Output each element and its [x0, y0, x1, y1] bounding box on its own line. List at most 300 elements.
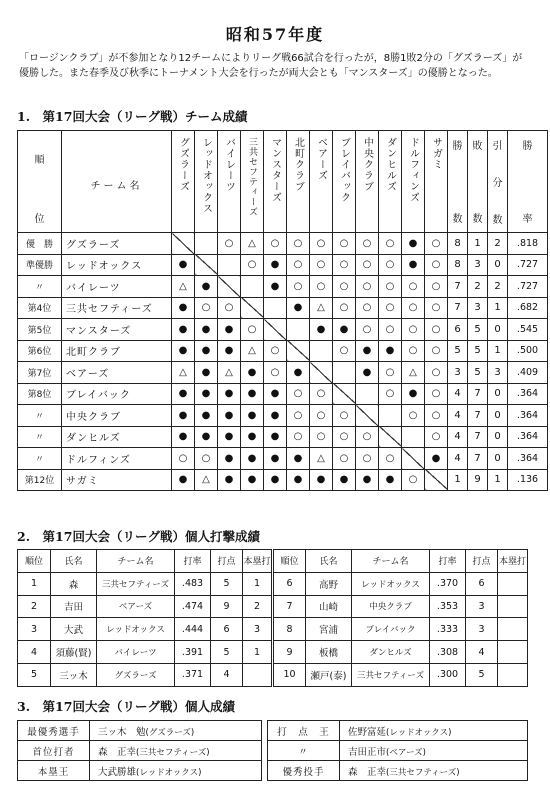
- result-cell: ○: [287, 405, 310, 427]
- header-col-11: [402, 131, 425, 233]
- result-cell: ○: [287, 383, 310, 405]
- batting-cell: 中央クラブ: [352, 595, 430, 618]
- self-match-cell: [356, 405, 379, 427]
- result-cell: ●: [195, 340, 218, 362]
- award-winner: [90, 721, 262, 741]
- batting-header-cell: 打率: [175, 550, 211, 573]
- batting-cell: [243, 663, 273, 686]
- team-name-cell: マンスターズ: [62, 319, 172, 341]
- result-cell: ●: [172, 405, 195, 427]
- rank-cell: 第5位: [18, 319, 62, 341]
- result-cell: ●: [264, 469, 287, 491]
- team-name-cell: グズラーズ: [62, 233, 172, 255]
- award-winner-team: (ベアーズ): [386, 747, 426, 758]
- award-winner-name: 佐野富延: [348, 726, 387, 738]
- result-cell: ●: [264, 448, 287, 470]
- result-cell: ●: [241, 448, 264, 470]
- wins-cell: 1: [448, 469, 468, 491]
- batting-cell: 4: [18, 641, 51, 664]
- result-cell: ●: [172, 469, 195, 491]
- batting-cell: .308: [430, 641, 466, 664]
- draws-cell: 0: [488, 448, 508, 470]
- result-cell: ○: [356, 276, 379, 298]
- batting-cell: ダンヒルズ: [352, 641, 430, 664]
- result-cell: ○: [356, 297, 379, 319]
- wins-cell: 4: [448, 448, 468, 470]
- result-cell: ○: [379, 276, 402, 298]
- result-cell: ●: [402, 254, 425, 276]
- win-pct-cell: .364: [508, 426, 548, 448]
- team-name-cell: 三共セフティーズ: [62, 297, 172, 319]
- intro-paragraph: 「ロージンクラブ」が不参加となり12チームによりリーグ戦66試合を行ったが，8勝1敗2分の「グズラーズ」が優勝した。また春季及び秋季にトーナメント大会を行ったが両大会とも「マンスターズ」の優勝となった。: [19, 53, 523, 79]
- page-title: 昭和57年度: [225, 25, 325, 44]
- batting-cell: 森: [51, 572, 97, 595]
- result-cell: [264, 297, 287, 319]
- header-rank-bottom: 位: [34, 214, 45, 225]
- result-cell: ●: [218, 319, 241, 341]
- batting-cell: 3: [466, 595, 498, 618]
- wins-cell: 7: [448, 276, 468, 298]
- award-winner-team: (三共セフティーズ): [136, 747, 210, 758]
- award-winner-name: 大武勝雄: [98, 766, 137, 778]
- col-team-label: レッドオックス: [200, 137, 212, 214]
- award-row: [18, 721, 528, 741]
- batting-row: [18, 663, 528, 686]
- result-cell: ●: [195, 383, 218, 405]
- standings-row: [18, 319, 548, 341]
- batting-cell: 3: [466, 618, 498, 641]
- draws-cell: 0: [488, 254, 508, 276]
- header-col-5: [264, 131, 287, 233]
- result-cell: ●: [264, 254, 287, 276]
- award-winner-name: 森 正幸: [348, 766, 387, 778]
- result-cell: ○: [264, 362, 287, 384]
- result-cell: ●: [310, 319, 333, 341]
- col-team-label: ドルフィンズ: [407, 137, 419, 203]
- header-col-1: [172, 131, 195, 233]
- batting-cell: 3: [18, 618, 51, 641]
- wins-cell: 8: [448, 233, 468, 255]
- award-title: 首位打者: [18, 741, 90, 761]
- col-team-label: 中央クラブ: [361, 137, 373, 192]
- result-cell: ○: [310, 254, 333, 276]
- col-team-label: 三共セフティーズ: [247, 137, 257, 217]
- batting-cell: グズラーズ: [97, 663, 175, 686]
- result-cell: △: [218, 362, 241, 384]
- losses-cell: 1: [468, 233, 488, 255]
- header-col-3: [218, 131, 241, 233]
- standings-row: [18, 254, 548, 276]
- losses-cell: 9: [468, 469, 488, 491]
- rank-cell: 第4位: [18, 297, 62, 319]
- header-win-pct-bottom: 率: [522, 214, 533, 225]
- result-cell: ●: [172, 340, 195, 362]
- batting-header-cell: 打点: [466, 550, 498, 573]
- result-cell: ○: [379, 254, 402, 276]
- standings-table: [17, 130, 548, 491]
- header-rank: [18, 131, 62, 233]
- wins-cell: 8: [448, 254, 468, 276]
- standings-row: [18, 340, 548, 362]
- result-cell: ●: [218, 383, 241, 405]
- batting-cell: 8: [273, 618, 306, 641]
- losses-cell: 7: [468, 426, 488, 448]
- team-name-cell: ドルフィンズ: [62, 448, 172, 470]
- team-name-cell: ベアーズ: [62, 362, 172, 384]
- section-heading-batting: 2. 第17回大会（リーグ戦）個人打撃成績: [17, 529, 260, 544]
- header-win-pct-top: 勝: [522, 141, 533, 152]
- batting-cell: 5: [466, 663, 498, 686]
- batting-row: [18, 618, 528, 641]
- result-cell: ●: [402, 233, 425, 255]
- rank-cell: 第8位: [18, 383, 62, 405]
- team-name-cell: ダンヒルズ: [62, 426, 172, 448]
- rank-cell: 〃: [18, 276, 62, 298]
- col-team-label: バイレーツ: [223, 137, 235, 192]
- result-cell: ○: [333, 340, 356, 362]
- result-cell: △: [241, 340, 264, 362]
- batting-cell: .483: [175, 572, 211, 595]
- result-cell: ●: [241, 362, 264, 384]
- standings-row: [18, 426, 548, 448]
- header-col-12: [425, 131, 448, 233]
- result-cell: ○: [402, 319, 425, 341]
- result-cell: ○: [333, 297, 356, 319]
- section-heading-team-results: 1. 第17回大会（リーグ戦）チーム成績: [17, 109, 248, 124]
- result-cell: ●: [218, 469, 241, 491]
- result-cell: ○: [356, 233, 379, 255]
- losses-cell: 2: [468, 276, 488, 298]
- self-match-cell: [287, 340, 310, 362]
- result-cell: [241, 276, 264, 298]
- batting-cell: 6: [466, 572, 498, 595]
- col-team-label: ブレイバック: [338, 137, 350, 203]
- draws-cell: 0: [488, 319, 508, 341]
- result-cell: ●: [241, 405, 264, 427]
- self-match-cell: [218, 276, 241, 298]
- batting-cell: 4: [466, 641, 498, 664]
- award-title: 打 点 王: [268, 721, 340, 741]
- award-winner-name: 三ッ木 勉: [98, 726, 146, 738]
- result-cell: ○: [356, 448, 379, 470]
- batting-cell: 瀬戸(泰): [306, 663, 352, 686]
- rank-cell: 第7位: [18, 362, 62, 384]
- batting-cell: .391: [175, 641, 211, 664]
- batting-cell: .333: [430, 618, 466, 641]
- batting-cell: .300: [430, 663, 466, 686]
- batting-header-cell: 氏名: [51, 550, 97, 573]
- win-pct-cell: .409: [508, 362, 548, 384]
- batting-cell: 6: [211, 618, 243, 641]
- self-match-cell: [379, 426, 402, 448]
- batting-cell: ブレイバック: [352, 618, 430, 641]
- result-cell: ○: [425, 383, 448, 405]
- result-cell: ○: [425, 254, 448, 276]
- batting-cell: 吉田: [51, 595, 97, 618]
- result-cell: ○: [264, 340, 287, 362]
- col-team-label: 北町クラブ: [292, 137, 304, 192]
- result-cell: ○: [333, 233, 356, 255]
- result-cell: [379, 405, 402, 427]
- batting-cell: 三ッ木: [51, 663, 97, 686]
- result-cell: ●: [172, 383, 195, 405]
- batting-cell: 板橋: [306, 641, 352, 664]
- batting-cell: .371: [175, 663, 211, 686]
- batting-cell: 6: [273, 572, 306, 595]
- result-cell: △: [241, 233, 264, 255]
- win-pct-cell: .364: [508, 405, 548, 427]
- result-cell: ○: [402, 405, 425, 427]
- award-winner-name: 吉田正市: [348, 746, 387, 758]
- result-cell: ●: [195, 276, 218, 298]
- result-cell: ○: [287, 426, 310, 448]
- result-cell: ○: [310, 426, 333, 448]
- batting-cell: 9: [211, 595, 243, 618]
- batting-header-cell: 順位: [18, 550, 51, 573]
- self-match-cell: [241, 297, 264, 319]
- losses-cell: 7: [468, 448, 488, 470]
- draws-cell: 0: [488, 426, 508, 448]
- result-cell: ●: [333, 469, 356, 491]
- batting-cell: 高野: [306, 572, 352, 595]
- win-pct-cell: .545: [508, 319, 548, 341]
- result-cell: ○: [425, 362, 448, 384]
- self-match-cell: [333, 383, 356, 405]
- header-draws-bottom: 数: [492, 215, 503, 226]
- result-cell: ●: [172, 426, 195, 448]
- draws-cell: 2: [488, 276, 508, 298]
- standings-row: [18, 233, 548, 255]
- batting-cell: [498, 641, 528, 664]
- result-cell: ●: [241, 469, 264, 491]
- batting-cell: 2: [18, 595, 51, 618]
- standings-row: [18, 469, 548, 491]
- self-match-cell: [402, 448, 425, 470]
- result-cell: ○: [425, 426, 448, 448]
- standings-row: [18, 383, 548, 405]
- win-pct-cell: .727: [508, 254, 548, 276]
- result-cell: ●: [287, 297, 310, 319]
- wins-cell: 3: [448, 362, 468, 384]
- batting-cell: 4: [211, 663, 243, 686]
- self-match-cell: [172, 233, 195, 255]
- losses-cell: 7: [468, 383, 488, 405]
- losses-cell: 5: [468, 319, 488, 341]
- batting-row: [18, 572, 528, 595]
- losses-cell: 5: [468, 340, 488, 362]
- award-winner-name: 森 正幸: [98, 746, 137, 758]
- batting-cell: 大武: [51, 618, 97, 641]
- standings-row: [18, 448, 548, 470]
- win-pct-cell: .364: [508, 448, 548, 470]
- header-col-7: [310, 131, 333, 233]
- wins-cell: 7: [448, 297, 468, 319]
- header-col-2: [195, 131, 218, 233]
- batting-cell: .370: [430, 572, 466, 595]
- result-cell: ○: [333, 448, 356, 470]
- result-cell: ●: [172, 254, 195, 276]
- batting-header-cell: 氏名: [306, 550, 352, 573]
- batting-cell: 5: [211, 572, 243, 595]
- result-cell: ○: [333, 426, 356, 448]
- award-title: 最優秀選手: [18, 721, 90, 741]
- result-cell: ○: [310, 276, 333, 298]
- losses-cell: 3: [468, 254, 488, 276]
- batting-cell: .474: [175, 595, 211, 618]
- result-cell: ○: [356, 254, 379, 276]
- wins-cell: 5: [448, 340, 468, 362]
- batting-cell: ベアーズ: [97, 595, 175, 618]
- result-cell: ●: [264, 405, 287, 427]
- result-cell: ●: [172, 319, 195, 341]
- batting-row: [18, 595, 528, 618]
- result-cell: ●: [425, 448, 448, 470]
- batting-header-cell: 打率: [430, 550, 466, 573]
- batting-cell: バイレーツ: [97, 641, 175, 664]
- result-cell: ○: [379, 362, 402, 384]
- header-col-10: [379, 131, 402, 233]
- result-cell: ●: [218, 340, 241, 362]
- result-cell: ○: [425, 297, 448, 319]
- result-cell: ○: [379, 448, 402, 470]
- award-winner-team: (グズラーズ): [145, 727, 195, 738]
- award-winner: [90, 741, 262, 761]
- result-cell: ●: [218, 426, 241, 448]
- col-team-label: ベアーズ: [315, 137, 327, 181]
- award-winner: [340, 741, 528, 761]
- losses-cell: 3: [468, 297, 488, 319]
- win-pct-cell: .818: [508, 233, 548, 255]
- batting-cell: 須藤(賢): [51, 641, 97, 664]
- col-team-label: サガミ: [430, 137, 442, 170]
- header-wins-bottom: 数: [452, 214, 463, 225]
- batting-cell: 宮浦: [306, 618, 352, 641]
- header-losses-bottom: 数: [472, 214, 483, 225]
- result-cell: ○: [172, 448, 195, 470]
- wins-cell: 4: [448, 383, 468, 405]
- rank-cell: 〃: [18, 448, 62, 470]
- team-name-cell: バイレーツ: [62, 276, 172, 298]
- batting-cell: [498, 572, 528, 595]
- rank-cell: 〃: [18, 405, 62, 427]
- header-draws-top: 引: [492, 141, 503, 152]
- standings-body: [18, 233, 548, 491]
- self-match-cell: [425, 469, 448, 491]
- header-draws-mid: 分: [492, 178, 503, 189]
- batting-header-cell: チーム名: [352, 550, 430, 573]
- batting-header-cell: 本塁打: [243, 550, 273, 573]
- rank-cell: 優 勝: [18, 233, 62, 255]
- result-cell: ○: [333, 276, 356, 298]
- losses-cell: 7: [468, 405, 488, 427]
- draws-cell: 1: [488, 340, 508, 362]
- result-cell: ○: [218, 233, 241, 255]
- result-cell: ○: [218, 297, 241, 319]
- result-cell: △: [310, 448, 333, 470]
- result-cell: [310, 340, 333, 362]
- batting-cell: 7: [273, 595, 306, 618]
- batting-cell: 1: [243, 572, 273, 595]
- result-cell: ●: [218, 405, 241, 427]
- award-winner: [90, 761, 262, 781]
- batting-cell: .444: [175, 618, 211, 641]
- result-cell: ●: [356, 362, 379, 384]
- win-pct-cell: .136: [508, 469, 548, 491]
- award-title: 〃: [268, 741, 340, 761]
- result-cell: ○: [287, 233, 310, 255]
- header-col-8: [333, 131, 356, 233]
- standings-row: [18, 297, 548, 319]
- batting-header-cell: 打点: [211, 550, 243, 573]
- result-cell: ●: [241, 426, 264, 448]
- result-cell: ○: [287, 276, 310, 298]
- result-cell: △: [310, 297, 333, 319]
- award-winner-team: (三共セフティーズ): [386, 767, 460, 778]
- rank-cell: 準優勝: [18, 254, 62, 276]
- award-row: [18, 741, 528, 761]
- col-team-label: マンスターズ: [269, 137, 281, 203]
- result-cell: ○: [425, 276, 448, 298]
- batting-cell: 三共セフティーズ: [352, 663, 430, 686]
- result-cell: ○: [425, 319, 448, 341]
- award-row: [18, 761, 528, 781]
- team-name-cell: サガミ: [62, 469, 172, 491]
- batting-cell: 10: [273, 663, 306, 686]
- draws-cell: 0: [488, 383, 508, 405]
- result-cell: ●: [195, 426, 218, 448]
- result-cell: [287, 319, 310, 341]
- result-cell: ●: [195, 362, 218, 384]
- batting-row: [18, 641, 528, 664]
- team-name-cell: 北町クラブ: [62, 340, 172, 362]
- result-cell: ●: [264, 383, 287, 405]
- result-cell: ○: [195, 448, 218, 470]
- batting-cell: 3: [243, 618, 273, 641]
- header-losses: [468, 131, 488, 233]
- batting-table: [17, 549, 528, 687]
- rank-cell: 〃: [18, 426, 62, 448]
- header-draws: [488, 131, 508, 233]
- win-pct-cell: .500: [508, 340, 548, 362]
- team-name-cell: 中央クラブ: [62, 405, 172, 427]
- result-cell: ○: [310, 383, 333, 405]
- draws-cell: 2: [488, 233, 508, 255]
- standings-row: [18, 276, 548, 298]
- result-cell: ●: [195, 405, 218, 427]
- header-col-9: [356, 131, 379, 233]
- batting-cell: レッドオックス: [352, 572, 430, 595]
- batting-cell: [498, 595, 528, 618]
- award-title: 本塁王: [18, 761, 90, 781]
- draws-cell: 3: [488, 362, 508, 384]
- batting-cell: 9: [273, 641, 306, 664]
- result-cell: ●: [264, 426, 287, 448]
- result-cell: ○: [402, 469, 425, 491]
- batting-cell: .353: [430, 595, 466, 618]
- result-cell: ○: [356, 319, 379, 341]
- result-cell: ●: [356, 340, 379, 362]
- result-cell: ○: [379, 297, 402, 319]
- result-cell: ○: [379, 233, 402, 255]
- result-cell: [402, 426, 425, 448]
- self-match-cell: [195, 254, 218, 276]
- result-cell: ●: [402, 383, 425, 405]
- result-cell: ○: [402, 297, 425, 319]
- batting-header-cell: 順位: [273, 550, 306, 573]
- wins-cell: 6: [448, 319, 468, 341]
- result-cell: ○: [379, 319, 402, 341]
- batting-cell: 5: [18, 663, 51, 686]
